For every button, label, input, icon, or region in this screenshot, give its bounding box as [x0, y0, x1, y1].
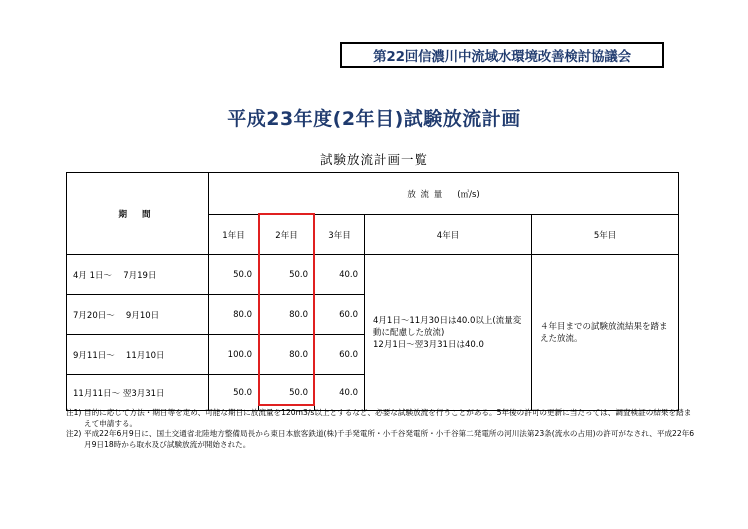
year5-note: ４年目までの試験放流結果を踏まえた放流。 — [532, 255, 679, 411]
footnote-text: 目的に応じて方法・期日等を定め、可能な期日に放流量を120m3/s以上とするなど、必要な試験放流を行うことがある。5年後の許可の更新に当たっては、調査検証の結果を踏まえて申請する。 — [84, 408, 692, 428]
year3-value: 60.0 — [315, 295, 365, 335]
year2-value: 80.0 — [259, 295, 315, 335]
table-header-row — [67, 173, 679, 215]
year-header-2: 2年目 — [259, 215, 315, 255]
discharge-label: 放 流 量 — [407, 189, 444, 200]
discharge-plan-table — [66, 172, 679, 411]
footnotes — [66, 408, 696, 450]
table-row — [67, 255, 679, 295]
year3-value: 60.0 — [315, 335, 365, 375]
year3-value: 40.0 — [315, 255, 365, 295]
year1-value: 100.0 — [209, 335, 259, 375]
period-cell: 7月20日～ 9月10日 — [67, 295, 209, 335]
period-cell: 4月 1日～ 7月19日 — [67, 255, 209, 295]
year2-value: 80.0 — [259, 335, 315, 375]
year3-value: 40.0 — [315, 375, 365, 411]
year4-note — [365, 255, 532, 411]
year1-value: 80.0 — [209, 295, 259, 335]
footnote-label: 注2) — [66, 429, 82, 438]
year2-value: 50.0 — [259, 255, 315, 295]
year-header-3: 3年目 — [315, 215, 365, 255]
committee-title: 第22回信濃川中流域水環境改善検討協議会 — [340, 42, 664, 68]
year4-note-line2: 12月1日～翌3月31日は40.0 — [373, 339, 484, 350]
discharge-unit: (㎥/s) — [457, 189, 480, 200]
period-cell: 9月11日～ 11月10日 — [67, 335, 209, 375]
year1-value: 50.0 — [209, 255, 259, 295]
footnote-label: 注1) — [66, 408, 82, 417]
page-title: 平成23年度(2年目)試験放流計画 — [227, 108, 521, 130]
year-header-5: 5年目 — [532, 215, 679, 255]
footnote-text: 平成22年6月9日に、国土交通省北陸地方整備局長から東日本旅客鉄道(株)千手発電所・小千谷発電所・小千谷第二発電所の河川法第23条(流水の占用)の許可がなされ、平成22年6月9日18時から取水及び試験放流が開始された。 — [84, 429, 695, 449]
year1-value: 50.0 — [209, 375, 259, 411]
discharge-header — [209, 173, 679, 215]
year4-note-line1: 4月1日～11月30日は40.0以上(流量変動に配慮した放流) — [373, 315, 522, 338]
period-header: 期 間 — [67, 173, 209, 255]
year-header-1: 1年目 — [209, 215, 259, 255]
year-header-4: 4年目 — [365, 215, 532, 255]
year2-value: 50.0 — [259, 375, 315, 411]
footnote-1 — [66, 408, 696, 429]
period-cell: 11月11日～ 翌3月31日 — [67, 375, 209, 411]
table-caption: 試験放流計画一覧 — [319, 152, 428, 167]
footnote-2 — [66, 429, 696, 450]
